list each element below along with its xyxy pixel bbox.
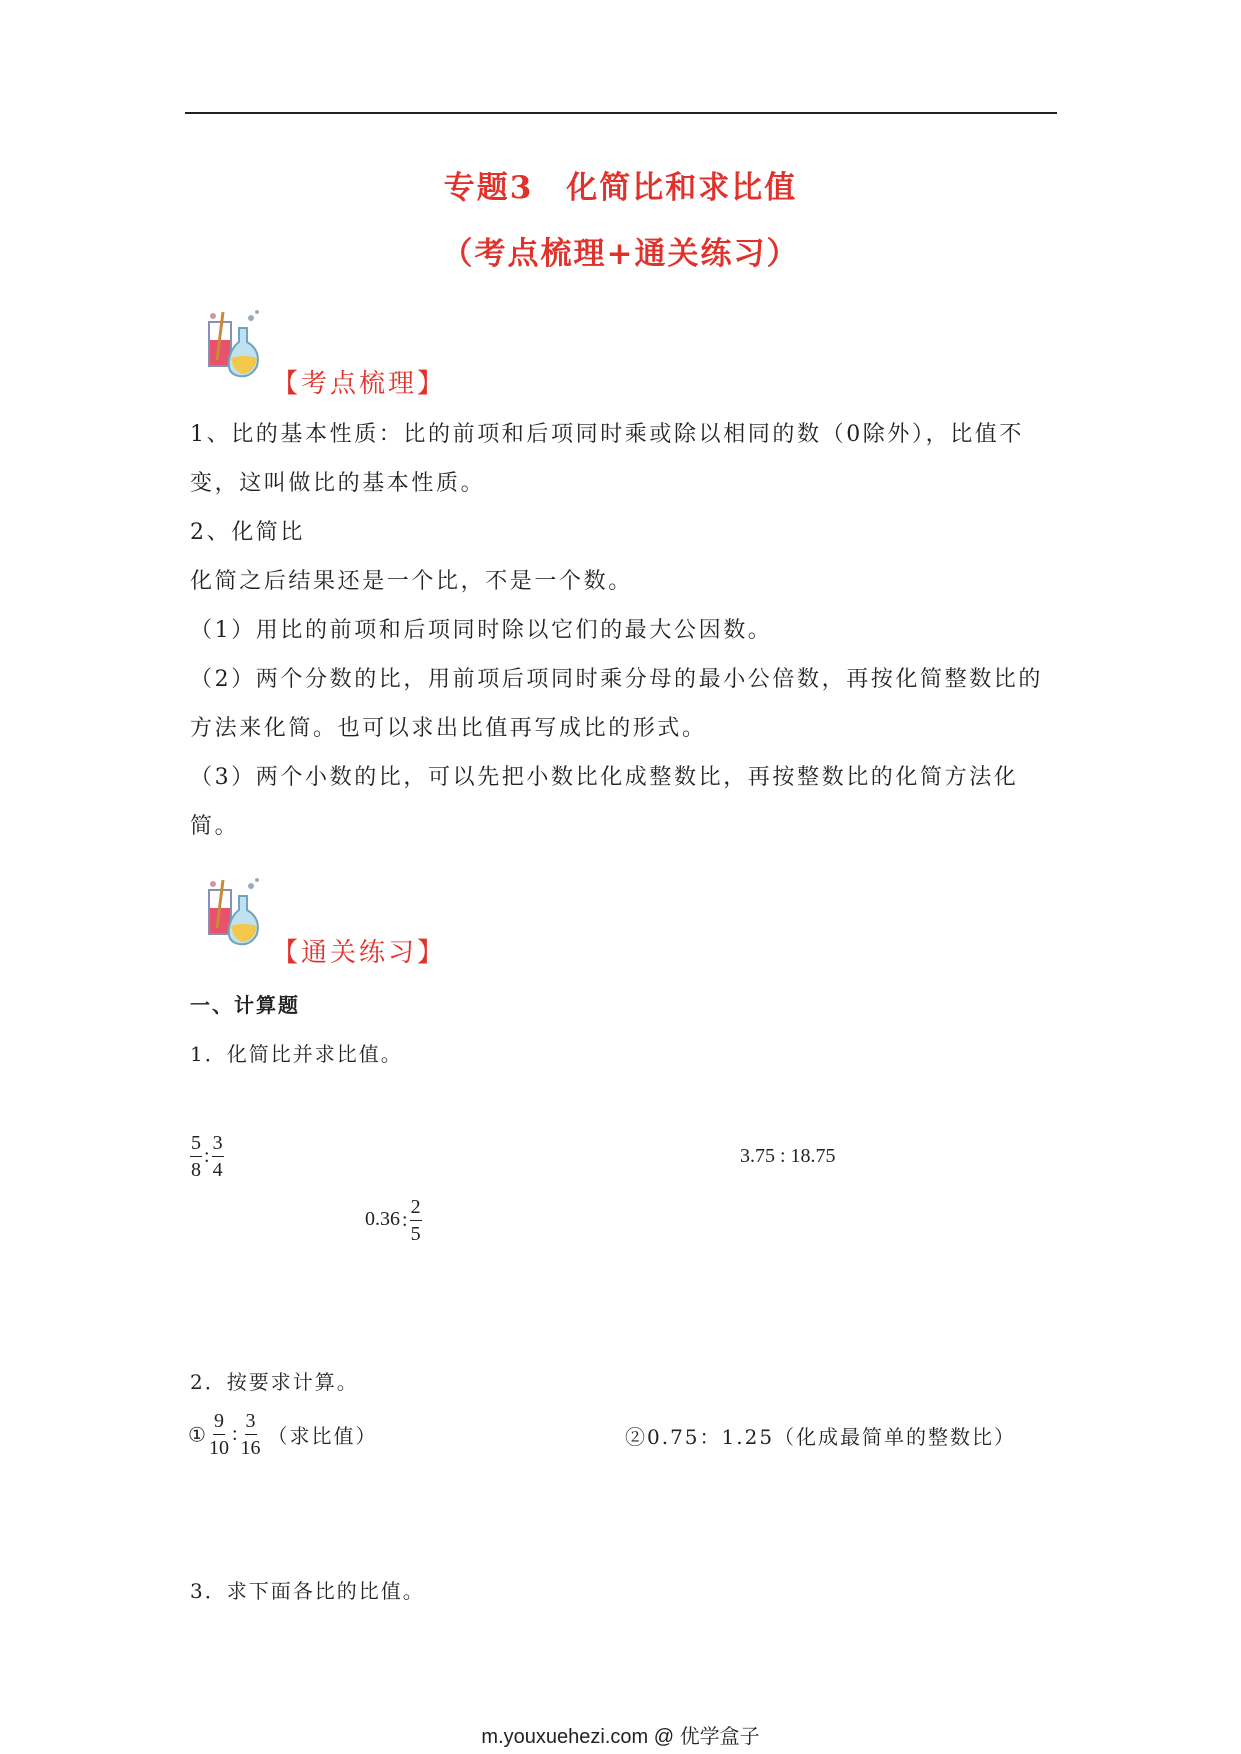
page-subtitle: （考点梳理+通关练习） — [441, 236, 800, 272]
question-2-item-1: ① $\frac{9}{10}$ : $\frac{3}{16}$ （求比值） — [188, 1410, 378, 1459]
question-2-item-2: ②0.75：1.25（化成最简单的整数比） — [625, 1425, 1017, 1449]
question-1-text: 1．化简比并求比值。 — [190, 1042, 403, 1066]
expression-0.36-to-2-5: 0.36 : $\frac{2}{5}$ — [365, 1196, 421, 1245]
fraction: $\frac{2}{5}$ — [410, 1196, 421, 1245]
lab-flask-icon — [205, 308, 263, 388]
paragraph-line: （1）用比的前项和后项同时除以它们的最大公因数。 — [190, 618, 773, 643]
paragraph-line: 2、化简比 — [190, 520, 305, 545]
paragraph-line: 简。 — [190, 814, 240, 839]
section-heading-key-points: 【考点梳理】 — [272, 369, 447, 399]
paragraph-line: 化简之后结果还是一个比，不是一个数。 — [190, 569, 633, 594]
expression-3.75-to-18.75: 3.75 : 18.75 — [740, 1145, 836, 1167]
paragraph-line: 方法来化简。也可以求出比值再写成比的形式。 — [190, 716, 707, 741]
question-2-text: 2．按要求计算。 — [190, 1370, 359, 1394]
question-3-text: 3．求下面各比的比值。 — [190, 1579, 425, 1603]
paragraph-line: 变，这叫做比的基本性质。 — [190, 471, 486, 496]
fraction: $\frac{5}{8}$ — [191, 1132, 201, 1181]
paragraph-line: （2）两个分数的比，用前项后项同时乘分母的最小公倍数，再按化简整数比的 — [190, 667, 1043, 692]
paragraph-line: （3）两个小数的比，可以先把小数比化成整数比，再按整数比的化简方法化 — [190, 765, 1019, 790]
page-title: 专题3 化简比和求比值 — [443, 170, 798, 206]
header-rule — [185, 112, 1057, 114]
section-heading-practice: 【通关练习】 — [272, 938, 447, 968]
fraction: $\frac{3}{16}$ — [240, 1410, 261, 1459]
paragraph-line: 1、比的基本性质：比的前项和后项同时乘或除以相同的数（0除外），比值不 — [190, 422, 1024, 447]
expression-5-8-to-3-4: $\frac{5}{8}$ : $\frac{3}{4}$ — [191, 1132, 223, 1181]
lab-flask-icon — [205, 876, 263, 956]
footer-watermark: m.youxuehezi.com @ 优学盒子 — [481, 1726, 760, 1748]
fraction: $\frac{3}{4}$ — [212, 1132, 223, 1181]
part-title: 一、计算题 — [190, 993, 300, 1017]
fraction: $\frac{9}{10}$ — [208, 1410, 229, 1459]
